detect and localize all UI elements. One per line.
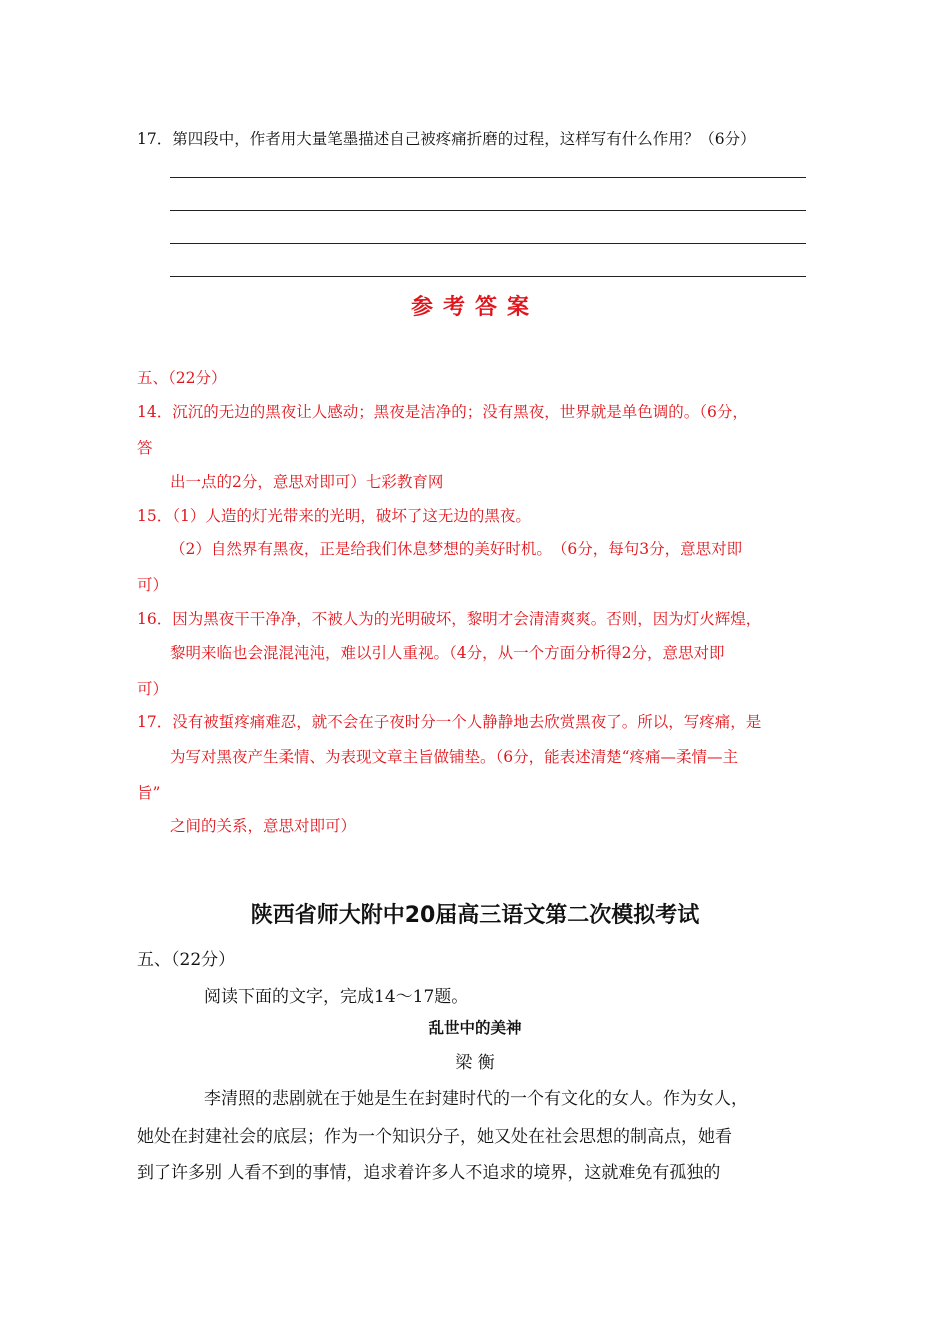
answer-15-line-2: （2）自然界有黑夜，正是给我们休息梦想的美好时机。 （6分，每句3分，意思对即 (170, 540, 743, 558)
answer-line-1 (170, 177, 806, 178)
answer-16-line-2: 黎明来临也会混混沌沌，难以引人重视。（4分，从一个方面分析得2分，意思对即 (170, 644, 725, 662)
answer-line-2 (170, 210, 806, 211)
answer-16-line-1: 16．因为黑夜干干净净，不被人为的光明破坏，黎明才会清清爽爽。否则，因为灯火辉煌， (137, 610, 762, 628)
answer-17-line-4: 之间的关系，意思对即可） (170, 817, 357, 835)
answer-16-line-3: 可） (137, 680, 169, 698)
article-title: 乱世中的美神 (428, 1019, 522, 1037)
answer-key-title: 参考答案 (410, 294, 539, 320)
paragraph-line-1: 李清照的悲剧就在于她是生在封建时代的一个有文化的女人。作为女人， (204, 1089, 748, 1109)
question-17: 17．第四段中，作者用大量笔墨描述自己被疼痛折磨的过程，这样写有什么作用？（6分） (137, 130, 756, 148)
paragraph-line-2: 她处在封建社会的底层；作为一个知识分子，她又处在社会思想的制高点，她看 (137, 1127, 732, 1147)
answer-14-line-3: 出一点的2分，意思对即可）七彩教育网 (170, 473, 444, 491)
answer-section: 五、（22分） (137, 369, 227, 387)
article-author: 梁 衡 (455, 1053, 495, 1073)
answer-15-line-3: 可） (137, 576, 169, 594)
exam-title: 陕西省师大附中20届高三语文第二次模拟考试 (250, 903, 700, 928)
answer-15-line-1: 15．（1）人造的灯光带来的光明，破坏了这无边的黑夜。 (137, 507, 531, 525)
answer-line-4 (170, 276, 806, 277)
answer-17-line-3: 旨” (137, 784, 161, 802)
paragraph-line-3: 到了许多别 人看不到的事情，追求着许多人不追求的境界，这就难免有孤独的 (137, 1163, 721, 1183)
answer-line-3 (170, 243, 806, 244)
reading-instruction: 阅读下面的文字，完成14～17题。 (204, 987, 469, 1007)
answer-14-line-2: 答 (137, 439, 153, 457)
answer-14-line-1: 14．沉沉的无边的黑夜让人感动；黑夜是洁净的；没有黑夜，世界就是单色调的。（6分， (137, 403, 748, 421)
answer-17-line-2: 为写对黑夜产生柔情、为表现文章主旨做铺垫。（6分，能表述清楚“疼痛—柔情—主 (170, 748, 739, 766)
answer-17-line-1: 17．没有被蜇疼痛难忍，就不会在子夜时分一个人静静地去欣赏黑夜了。所以，写疼痛，是 (137, 713, 762, 731)
exam-section: 五、（22分） (137, 950, 236, 970)
